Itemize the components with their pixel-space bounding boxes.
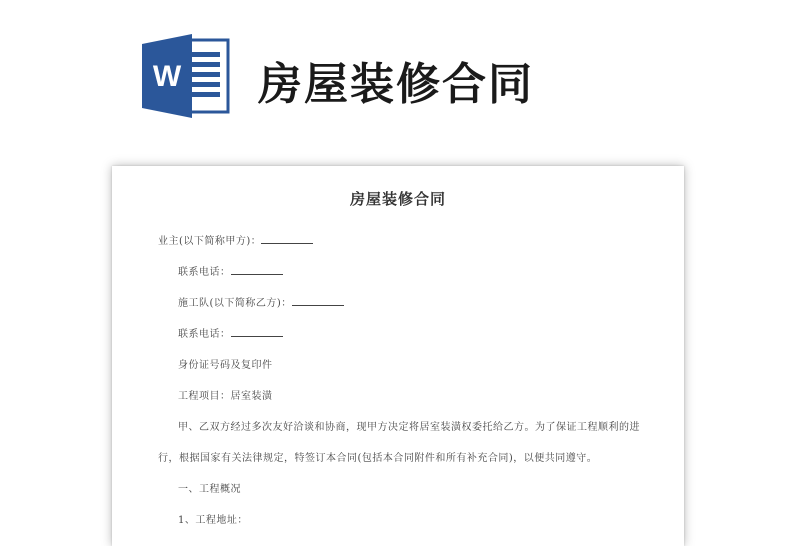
blank-field [231, 265, 283, 275]
page-title: 房屋装修合同 [258, 59, 534, 110]
document-section-heading: 一、工程概况 [178, 484, 241, 495]
word-icon [140, 34, 232, 118]
blank-field [261, 234, 313, 244]
document-line-contractor-phone: 联系电话： [178, 325, 283, 340]
word-icon-letter: W [152, 60, 182, 93]
header-banner [0, 0, 800, 140]
blank-field [292, 296, 344, 306]
document-line-owner: 业主(以下简称甲方)： [158, 232, 313, 247]
document-paragraph-line-1: 甲、乙双方经过多次友好洽谈和协商，现甲方决定将居室装潢权委托给乙方。为了保证工程顺利的进 [178, 422, 640, 433]
document-line-project: 工程项目：居室装潢 [178, 391, 273, 402]
document-line-contractor: 施工队(以下简称乙方)： [178, 294, 344, 309]
document-line-id: 身份证号码及复印件 [178, 360, 273, 371]
document-page [112, 166, 684, 546]
document-title: 房屋装修合同 [349, 190, 446, 208]
document-line-owner-phone: 联系电话： [178, 263, 283, 278]
document-paragraph-line-2: 行，根据国家有关法律规定，特签订本合同(包括本合同附件和所有补充合同)，以便共同遵守。 [158, 453, 598, 464]
document-line-address: 1、工程地址： [178, 515, 248, 526]
blank-field [231, 327, 283, 337]
